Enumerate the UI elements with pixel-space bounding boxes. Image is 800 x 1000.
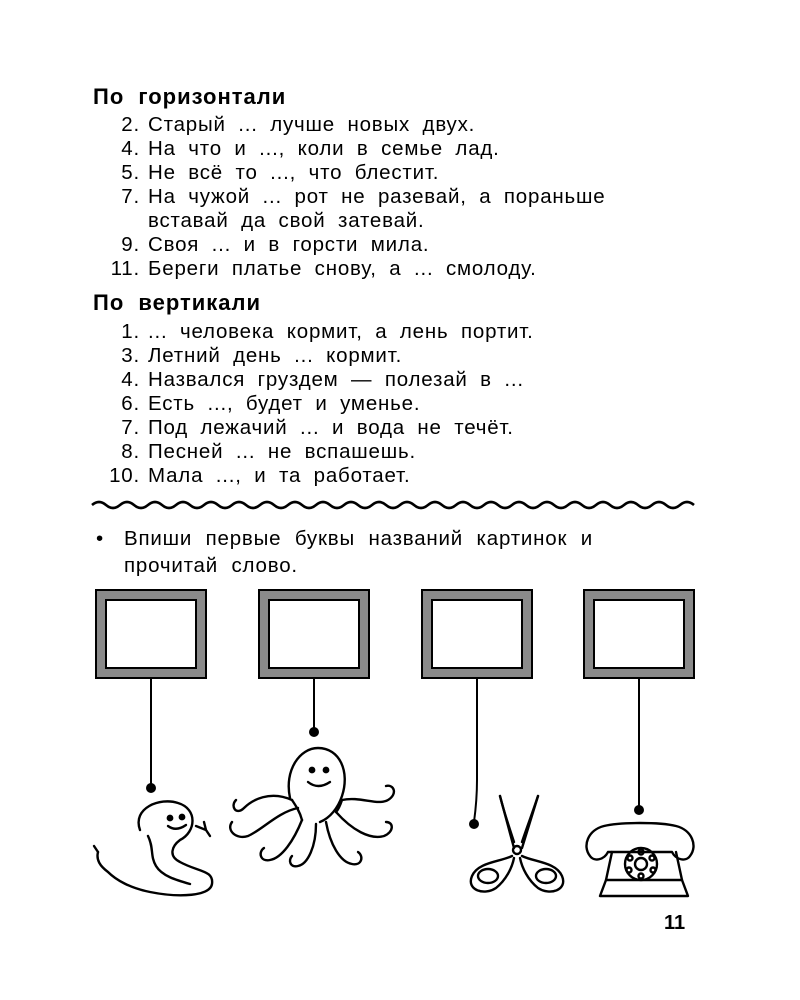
telephone-icon bbox=[586, 823, 693, 896]
answer-box-3[interactable] bbox=[422, 590, 532, 678]
clue-text: Не всё то ..., что блестит. bbox=[148, 161, 440, 184]
clue-number: 5. bbox=[121, 161, 140, 184]
scissors-icon bbox=[471, 796, 563, 892]
snake-icon bbox=[94, 801, 212, 895]
clue-text: Песней ... не вспашешь. bbox=[148, 440, 416, 463]
clue-text: Мала ..., и та работает. bbox=[148, 464, 411, 487]
clue-number: 4. bbox=[121, 137, 140, 160]
answer-box-2[interactable] bbox=[259, 590, 369, 678]
clue-number: 7. bbox=[121, 416, 140, 439]
clue-number: 7. bbox=[121, 185, 140, 208]
connector-2 bbox=[309, 678, 319, 737]
bullet: • bbox=[96, 527, 104, 550]
clue-text: Своя ... и в горсти мила. bbox=[148, 233, 430, 256]
connector-3 bbox=[469, 678, 479, 829]
clue-text: ... человека кормит, а лень портит. bbox=[148, 320, 534, 343]
clue-number: 10. bbox=[109, 464, 140, 487]
clue-number: 4. bbox=[121, 368, 140, 391]
clue-number: 3. bbox=[121, 344, 140, 367]
answer-box-1[interactable] bbox=[96, 590, 206, 678]
clue-text: Летний день ... кормит. bbox=[148, 344, 403, 367]
clue-number: 2. bbox=[121, 113, 140, 136]
task-text: Впиши первые буквы названий картинок и прочитай слово. bbox=[124, 527, 593, 577]
clue-text: Назвался груздем — полезай в ... bbox=[148, 368, 524, 391]
clue-text: На чужой ... рот не разевай, а пораньше вставай да свой затевай. bbox=[148, 185, 606, 232]
vertical-heading: По вертикали bbox=[93, 290, 262, 315]
clue-text: Под лежачий ... и вода не течёт. bbox=[148, 416, 514, 439]
connector-1 bbox=[146, 678, 156, 793]
connector-4 bbox=[634, 678, 644, 815]
clue-number: 9. bbox=[121, 233, 140, 256]
clue-text: Береги платье снову, а ... смолоду. bbox=[148, 257, 537, 280]
clue-text: Старый ... лучше новых двух. bbox=[148, 113, 476, 136]
clue-number: 6. bbox=[121, 392, 140, 415]
clue-text: Есть ..., будет и уменье. bbox=[148, 392, 421, 415]
wavy-divider bbox=[92, 502, 694, 508]
page-number: 11 bbox=[664, 912, 686, 934]
answer-box-4[interactable] bbox=[584, 590, 694, 678]
clue-number: 8. bbox=[121, 440, 140, 463]
clue-number: 11. bbox=[110, 257, 140, 280]
clue-number: 1. bbox=[121, 320, 140, 343]
horizontal-heading: По горизонтали bbox=[93, 84, 287, 109]
clue-text: На что и ..., коли в семье лад. bbox=[148, 137, 500, 160]
octopus-icon bbox=[230, 748, 394, 866]
